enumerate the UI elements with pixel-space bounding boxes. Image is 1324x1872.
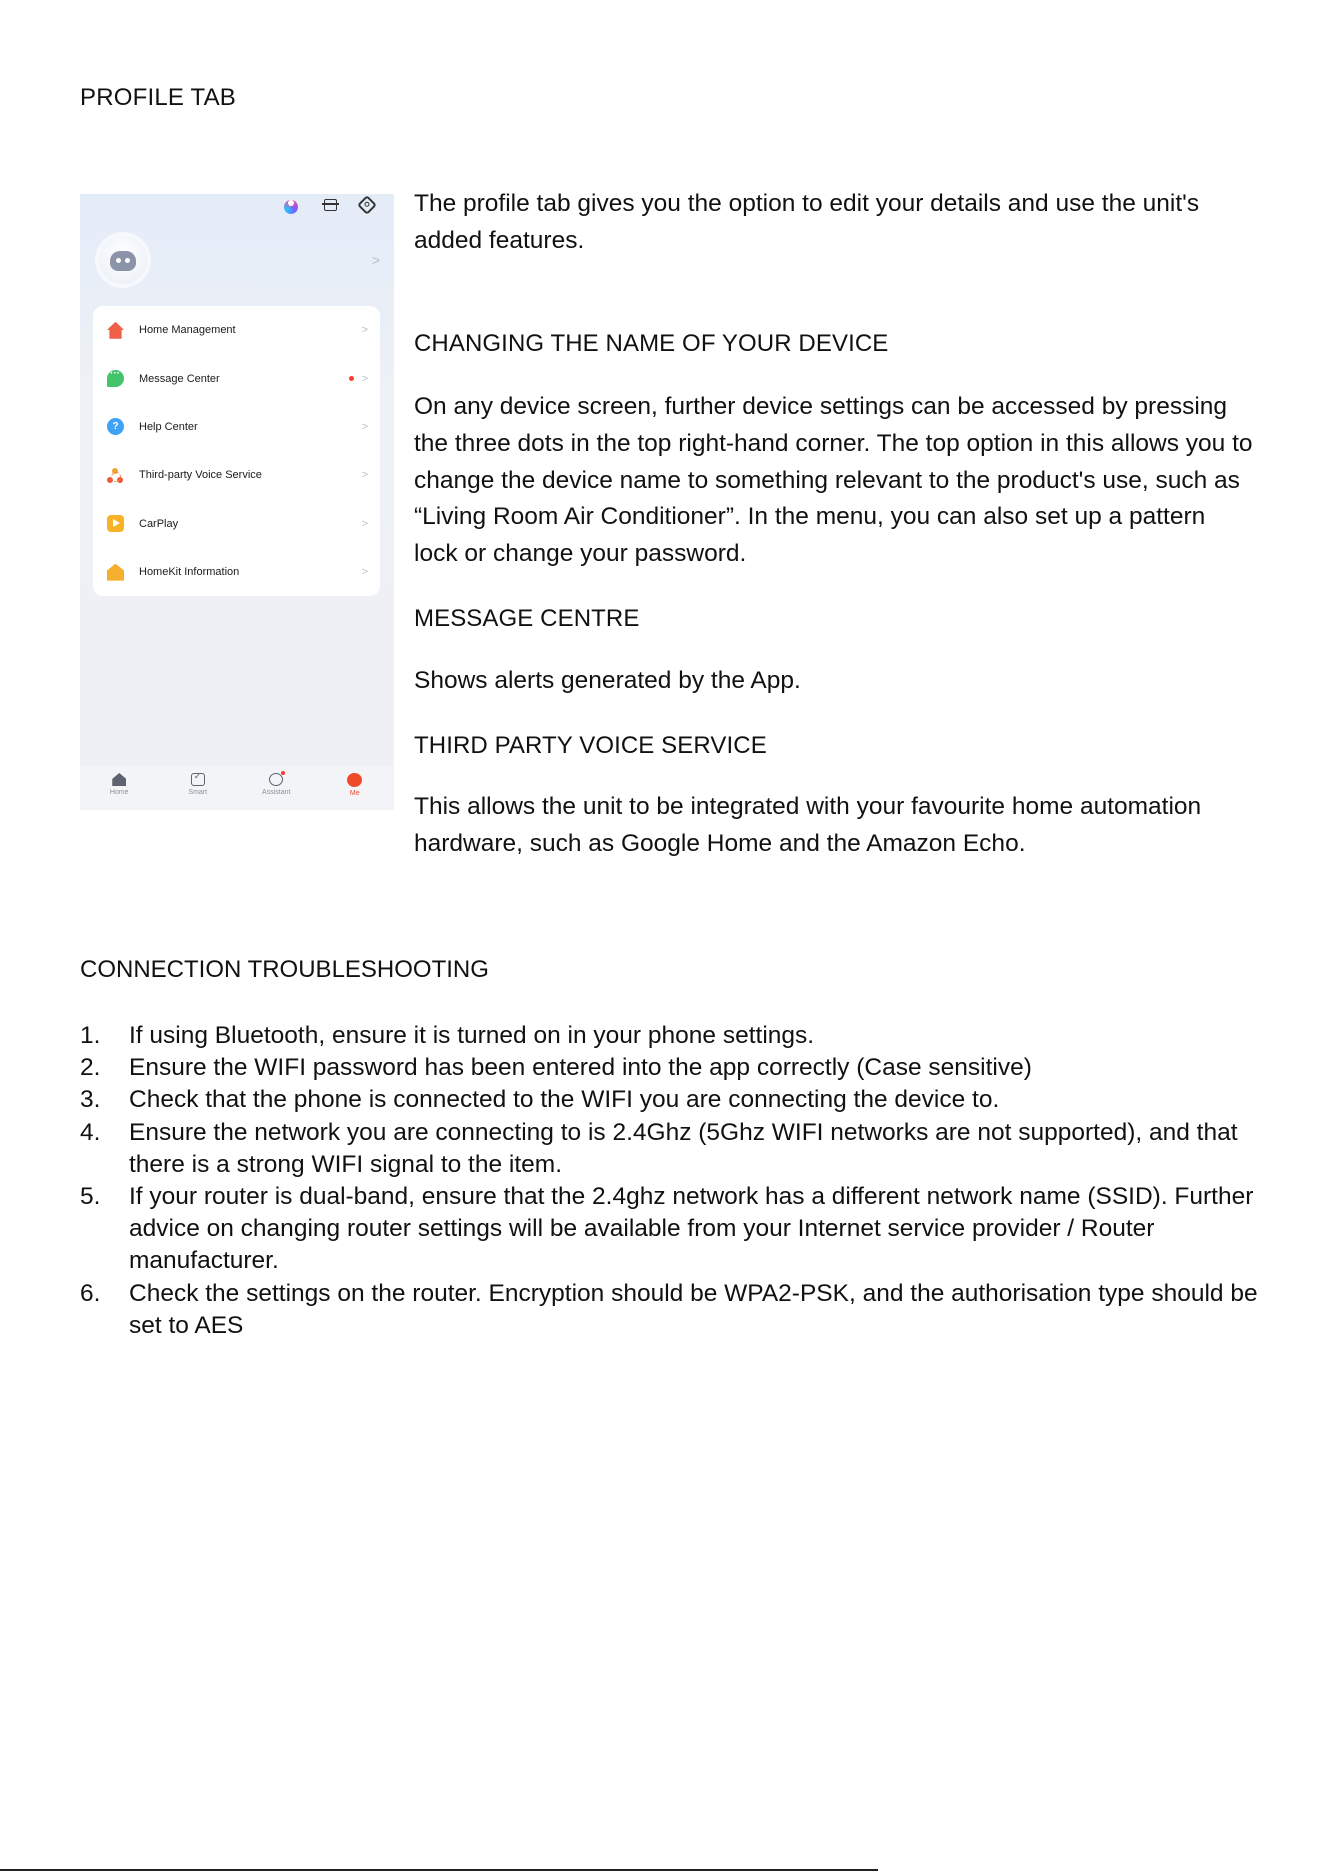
step-text: Check the settings on the router. Encryption should be WPA2-PSK, and the authorisation type should be set to AES [129, 1279, 1258, 1339]
menu-item-homekit[interactable] [93, 548, 380, 596]
profile-screenshot [80, 194, 394, 810]
step-number: 6. [80, 1279, 101, 1307]
tab-me[interactable] [316, 766, 395, 810]
notification-dot [349, 376, 354, 381]
intro-block [414, 185, 1254, 259]
menu-item-home-management[interactable] [93, 306, 380, 354]
step-number: 2. [80, 1054, 101, 1082]
tab-label: Me [349, 790, 360, 797]
settings-icon[interactable] [358, 196, 374, 212]
footer-rule [0, 1869, 878, 1871]
troubleshooting-title: CONNECTION TROUBLESHOOTING [80, 956, 489, 983]
chevron-right-icon: > [361, 517, 368, 530]
intro-text: The profile tab gives you the option to edit your details and use the unit's added features. [414, 190, 1200, 254]
chevron-right-icon: > [361, 324, 368, 337]
section-voice-service-body [414, 788, 1234, 862]
menu-item-label: Message Center [139, 372, 220, 385]
chevron-right-icon: > [361, 566, 368, 579]
step-text: If using Bluetooth, ensure it is turned on in your phone settings. [129, 1022, 815, 1049]
scan-icon[interactable] [322, 196, 338, 212]
tab-label: Home [109, 789, 129, 796]
menu-item-label: Third-party Voice Service [139, 469, 262, 482]
homekit-icon [107, 564, 124, 581]
smart-tab-icon [191, 773, 205, 786]
section-title: THIRD PARTY VOICE SERVICE [414, 732, 767, 759]
tab-label: Assistant [262, 789, 291, 796]
tab-assistant[interactable] [237, 766, 316, 810]
list-item [80, 1181, 1260, 1278]
profile-menu [93, 306, 380, 596]
step-number: 4. [80, 1118, 101, 1146]
step-text: Ensure the network you are connecting to is 2.4Ghz (5Ghz WIFI networks are not supported), and that there is a strong WIFI signal to the item. [129, 1118, 1238, 1178]
menu-item-carplay[interactable] [93, 500, 380, 548]
list-item [80, 1278, 1260, 1342]
tab-home[interactable] [80, 766, 159, 810]
menu-item-help-center[interactable] [93, 403, 380, 451]
chevron-right-icon[interactable]: > [371, 252, 380, 268]
section-voice-service [414, 727, 1254, 764]
ai-assistant-icon[interactable] [284, 196, 300, 212]
robot-avatar-icon [110, 251, 136, 271]
assistant-tab-icon [269, 773, 283, 786]
step-text: Check that the phone is connected to the WIFI you are connecting the device to. [129, 1086, 1000, 1114]
list-item [80, 1117, 1260, 1181]
list-item [80, 1084, 1260, 1116]
step-number: 3. [80, 1086, 101, 1114]
menu-item-third-party-voice[interactable] [93, 451, 380, 499]
step-number: 1. [80, 1022, 101, 1049]
list-item [80, 1052, 1260, 1084]
section-title: MESSAGE CENTRE [414, 605, 640, 632]
list-item [80, 1020, 1260, 1052]
troubleshooting-list [80, 1020, 1260, 1342]
carplay-icon [107, 515, 124, 532]
step-text: Ensure the WIFI password has been entered into the app correctly (Case sensitive) [129, 1054, 1032, 1082]
section-message-centre-body [414, 662, 1254, 699]
section-message-centre [414, 600, 1254, 637]
menu-item-message-center[interactable] [93, 354, 380, 402]
section-device-name-body [414, 389, 1254, 573]
section-body: This allows the unit to be integrated with your favourite home automation hardware, such as Google Home and the Amazon Echo. [414, 793, 1202, 857]
step-text: If your router is dual-band, ensure that the 2.4ghz network has a different network name (SSID). Further advice on changing router settings will be available from your Internet service provider / Router manufacturer. [129, 1183, 1254, 1275]
chevron-right-icon: > [361, 469, 368, 482]
section-device-name [414, 325, 1254, 362]
menu-item-label: Help Center [139, 420, 198, 433]
menu-item-label: CarPlay [139, 517, 179, 530]
tab-label: Smart [188, 789, 208, 796]
section-body: On any device screen, further device settings can be accessed by pressing the three dots in the top right-hand corner. The top option in this allows you to change the device name to something relevant to the product's use, such as “Living Room Air Conditioner”. In the menu, you can also set up a pattern lock or change your password. [414, 393, 1253, 568]
voice-service-icon [107, 467, 124, 484]
menu-item-label: HomeKit Information [139, 566, 240, 579]
help-icon: ? [107, 418, 124, 435]
tab-smart[interactable] [159, 766, 238, 810]
home-tab-icon [112, 773, 126, 786]
section-body: Shows alerts generated by the App. [414, 667, 801, 694]
menu-item-label: Home Management [139, 324, 236, 337]
step-number: 5. [80, 1183, 101, 1211]
me-tab-icon [347, 773, 362, 787]
section-title: CHANGING THE NAME OF YOUR DEVICE [414, 330, 889, 357]
message-icon [107, 370, 124, 387]
page-heading: PROFILE TAB [80, 84, 237, 111]
avatar[interactable] [99, 236, 147, 284]
chevron-right-icon: > [361, 420, 368, 433]
chevron-right-icon: > [361, 372, 368, 385]
home-icon [107, 322, 124, 339]
bottom-tab-bar [80, 766, 394, 810]
